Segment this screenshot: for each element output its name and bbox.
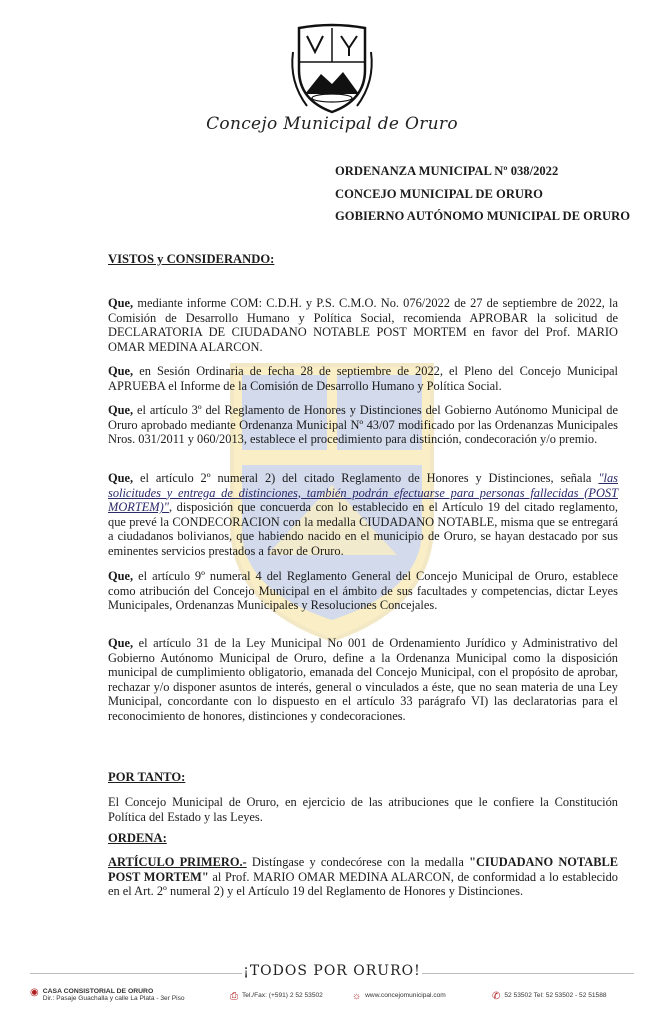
location-pin-icon: ◉ [30,987,39,998]
paragraph-lead: Que, [108,636,134,650]
footer-address [30,988,185,1002]
footer-phones [492,992,607,1002]
paragraph-text: el artículo 2º numeral 2) del citado Reglamento de Honores y Distinciones, señala [133,471,599,485]
vistos-heading: VISTOS y CONSIDERANDO: [108,252,275,266]
ordinance-number: ORDENANZA MUNICIPAL Nº 038/2022 [335,164,559,178]
footer-website [352,992,446,1002]
council-name: Concejo Municipal de Oruro [206,114,458,134]
footer-contact-row [30,988,640,1010]
telfax-text: Tel./Fax: (+591) 2 52 53502 [242,992,323,999]
ordena-heading: ORDENA: [108,831,167,845]
paragraph-text: el artículo 3º del Reglamento de Honores y Distinciones del Gobierno Autónomo Municipal de Oruro aprobado mediante Ordenanza Municipal Nº 43/07 modificado por las Ordenanzas Municipales Nros. 031/2011 y 060/2013, establece el procedimiento para distinción, condecoración y/o premio. [108,403,618,447]
paragraph-text: Distíngase y condecórese con la medalla [246,855,470,869]
considerando-paragraph-4 [108,471,618,559]
paragraph-text: mediante informe COM: C.D.H. y P.S. C.M.O. No. 076/2022 de 27 de septiembre de 2022, la Comisión de Desarrollo Humano y Política Social, recomienda APROBAR la solicitud de DECLARATORIA DE CIUDADANO NOTABLE POST MORTEM en favor del Prof. MARIO OMAR MEDINA ALARCON. [108,296,618,354]
address-title: CASA CONSISTORIAL DE ORURO [42,988,154,995]
council-crest-icon [287,22,377,117]
address-line: Dir.: Pasaje Guachalla y calle La Plata - 3er Piso [42,995,185,1002]
considerando-paragraph-6 [108,636,618,724]
paragraph-text: , disposición que concuerda con lo establecido en el Artículo 19 del citado reglamento, que prevé la CONDECORACION con la medalla CIUDADANO NOTABLE, misma que se entregará a ciudadanos bolivianos, que habiendo nacido en el municipio de Oruro, se hayan destacado por sus eminentes servicios prestados a favor de Oruro. [108,500,618,558]
considerando-paragraph-1 [108,296,618,354]
paragraph-text: el artículo 9º numeral 4 del Reglamento General del Concejo Municipal de Oruro, establece como atribución del Concejo Municipal en el ámbito de sus facultades y competencias, dictar Leyes Municipales, Ordenanzas Municipales y Resoluciones Concejales. [108,569,618,613]
paragraph-text: el artículo 31 de la Ley Municipal No 001 de Ordenamiento Jurídico y Administrativo del Gobierno Autónomo Municipal de Oruro, define a la Ordenanza Municipal como la disposición municipal de cumplimiento obligatorio, emanada del Concejo Municipal, con el propósito de aprobar, rechazar y/o disponer asuntos de interés, general o vinculados a éste, que no sean materia de una Ley Municipal, concordante con lo dispuesto en el artículo 33 parágrafo VI) las declaratorias para el reconocimiento de honores, distinciones y condecoraciones. [108,636,618,723]
paragraph-lead: Que, [108,364,134,378]
phones-text: 52 53502 Tel: 52 53502 - 52 51588 [504,992,607,999]
issuing-government: GOBIERNO AUTÓNOMO MUNICIPAL DE ORURO [335,209,631,223]
por-tanto-heading: POR TANTO: [108,770,186,784]
issuing-council: CONCEJO MUNICIPAL DE ORURO [335,187,543,201]
footer-slogan: ¡TODOS POR ORURO! [243,963,421,979]
phone-icon: ✆ [492,991,501,1002]
paragraph-lead: Que, [108,569,134,583]
considerando-paragraph-2 [108,364,618,393]
considerando-paragraph-3 [108,403,618,447]
paragraph-lead: Que, [108,471,134,485]
por-tanto-paragraph: El Concejo Municipal de Oruro, en ejercicio de las atribuciones que le confiere la Constitución Política del Estado y las Leyes. [108,795,618,824]
article-lead: ARTÍCULO PRIMERO.- [108,855,247,869]
considerando-paragraph-5 [108,569,618,613]
article-first-paragraph [108,855,618,899]
paragraph-text: al Prof. MARIO OMAR MEDINA ALARCON, de conformidad a lo establecido en el Art. 2º numeral 2) y el Artículo 19 del Reglamento de Honores y Distinciones. [108,869,618,899]
paragraph-text: en Sesión Ordinaria de fecha 28 de septiembre de 2022, el Pleno del Concejo Municipal APRUEBA el Informe de la Comisión de Desarrollo Humano y Política Social. [108,364,618,393]
paragraph-lead: Que, [108,296,134,310]
paragraph-lead: Que, [108,403,134,417]
website-text[interactable]: www.concejomunicipal.com [365,992,446,999]
printer-icon: ⎙ [230,991,238,1002]
footer-telfax [230,992,323,1002]
globe-icon: ☼ [352,991,362,1002]
quoted-regulation: "las solicitudes y entrega de distinciones, también podrán efectuarse para personas fallecidas (POST MORTEM)" [108,471,618,515]
medal-name: "CIUDADANO NOTABLE POST MORTEM" [108,855,618,884]
